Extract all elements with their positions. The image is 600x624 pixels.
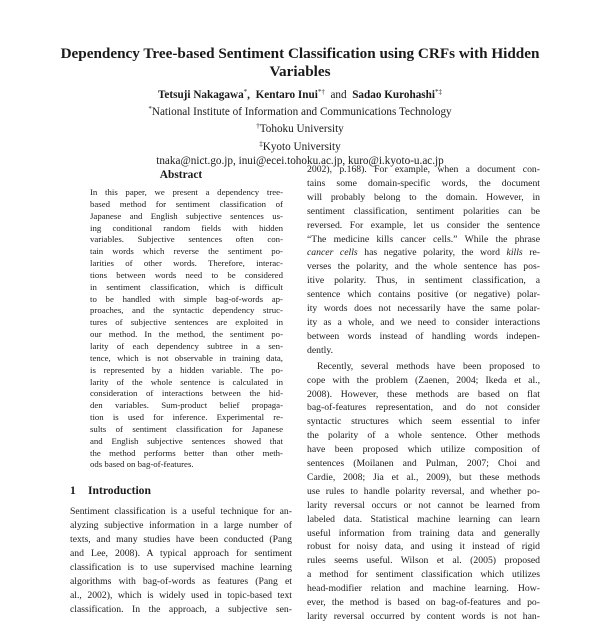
- text-line: the polarity of a whole sentence. Other methods: [307, 430, 540, 442]
- text-line: have been proposed which utilize composition of: [307, 444, 540, 456]
- text-line: algorithms with bag-of-words as features (Pang et: [70, 575, 292, 587]
- author-block: [60, 85, 540, 168]
- text-line: larity of each dependency subtree in a sen-: [90, 340, 283, 351]
- intro-paragraph-continued: [307, 163, 540, 358]
- text-line: tures of subjective sentences are exploited in: [90, 317, 283, 328]
- affiliation-2-name: Tohoku University: [259, 123, 344, 136]
- text-line: reversed. For example, let us consider the sentence: [307, 219, 540, 231]
- text-line: ods based on bag-of-features.: [90, 459, 194, 470]
- text-line: dently.: [307, 344, 334, 356]
- affiliation-1: [60, 102, 540, 119]
- author-2-marks: *†: [317, 88, 325, 96]
- text-line: sentence which contains positive (or negative) polar-: [307, 289, 540, 301]
- text-line: tions between words need to be considered: [90, 269, 283, 280]
- text-line: larities of other words. Therefore, interac-: [90, 258, 283, 269]
- section-number: 1: [70, 484, 76, 498]
- abstract-body: [90, 187, 283, 471]
- author-emails: tnaka@nict.go.jp, inui@ecei.tohoku.ac.jp, kuro@i.kyoto-u.ac.jp: [156, 154, 444, 167]
- text-line: will probably belong to the domain. However, in: [307, 191, 540, 203]
- text-line: consideration of interactions between the hid-: [90, 388, 283, 399]
- left-column: [70, 168, 292, 617]
- text-line: proaches, and the syntactic dependency struc-: [90, 305, 283, 316]
- author-joiner: and: [330, 89, 347, 101]
- text-line: Recently, several methods have been proposed to: [317, 360, 540, 372]
- text-line: the method performs better than other meth-: [90, 447, 283, 458]
- text-line: verses the polarity, and the whole sentence has pos-: [307, 261, 540, 273]
- text-line: and Lee, 2008). A typical approach for sentiment: [70, 547, 292, 559]
- text-line: ing conditional random fields with hidden: [90, 222, 283, 233]
- text-line: texts, and many studies have been conducted (Pang: [70, 534, 292, 546]
- author-3-marks: *‡: [435, 88, 442, 96]
- text-line: tain words which reverse the sentiment po-: [90, 246, 283, 257]
- text-line: classification is to use supervised machine learning: [70, 561, 292, 573]
- author-1-marks: *: [243, 88, 248, 96]
- text-line: larity reversal occurs or not cannot be learned from: [307, 499, 540, 511]
- text-line: is represented by a hidden variable. The po-: [90, 364, 283, 375]
- affiliation-1-mark: *: [148, 105, 152, 114]
- text-line: larity reversal occurred by content words is not han-: [307, 611, 540, 622]
- text-line: cope with the problem (Zaenen, 2004; Ikeda et al.,: [307, 374, 540, 386]
- text-line: between words instead of handling words indepen-: [307, 330, 540, 342]
- title-line-1: Dependency Tree-based Sentiment Classification using CRFs with Hidden: [60, 45, 540, 62]
- text-line: use rules to handle polarity reversal, and whether po-: [307, 485, 540, 497]
- text-line: based method for sentiment classification of: [90, 198, 283, 209]
- text-line: Cardie, 2008; Jia et al., 2009), but these methods: [307, 471, 540, 483]
- text-line: variables. Subjective sentences often con-: [90, 234, 283, 245]
- author-3: Sadao Kurohashi: [352, 89, 435, 101]
- abstract-heading: Abstract: [159, 169, 203, 181]
- text-line: syntactic structures which seem essential to infer: [307, 416, 540, 428]
- text-line: den variables. Sum-product belief propaga-: [90, 400, 283, 411]
- text-line: robust for noisy data, and using it instead of rigid: [307, 541, 540, 553]
- text-line: a method for sentiment classification which utilizes: [307, 569, 540, 581]
- text-line: tence, which is not observable in training data,: [90, 352, 283, 363]
- text-line: bag-of-features representation, and do not consider: [307, 402, 540, 414]
- text-line: itive polarity. Thus, in sentiment classification, a: [307, 275, 540, 287]
- affiliation-1-name: National Institute of Information and Communications Technology: [151, 106, 452, 119]
- affiliation-3-name: Kyoto University: [262, 140, 341, 153]
- text-line: tains some domain-specific words, the document: [307, 177, 540, 189]
- affiliation-2: [60, 119, 540, 136]
- section-title: Introduction: [88, 484, 151, 498]
- affiliation-2-mark: †: [256, 122, 260, 131]
- text-line: to be handled with simple bag-of-words ap-: [90, 293, 283, 304]
- italic-word: kills: [506, 247, 523, 259]
- author-names: Tetsuji Nakagawa*, Kentaro Inui*† and Sadao Kurohashi*‡: [157, 88, 442, 101]
- text-line: In this paper, we present a dependency tree-: [90, 187, 283, 197]
- text-line: cancer cells has negative polarity, the word kills re-: [307, 247, 540, 259]
- text-line: and English subjective sentences showed that: [90, 435, 283, 446]
- intro-paragraph-recent-methods: [307, 360, 540, 624]
- text-line: “The medicine kills cancer cells.” While the phrase: [307, 233, 540, 245]
- text-line: 2002), p.168). For example, when a document con-: [307, 164, 540, 175]
- text-line: useful information from training data and generally: [307, 527, 540, 539]
- section-heading-introduction: [70, 484, 292, 498]
- text-line: sentiment classification, sentiment polarities can be: [307, 205, 540, 217]
- italic-phrase: cancer cells: [307, 247, 358, 259]
- text-line: tion is used for inference. Experimental re-: [90, 412, 283, 423]
- text-line: Japanese and English subjective sentences us-: [90, 210, 283, 221]
- text-line: ity words does not necessarily have the same polar-: [307, 303, 540, 315]
- right-column: [307, 163, 540, 624]
- text-line: larity of the whole sentence is calculated in: [90, 376, 283, 387]
- text-line: classification. In the approach, a subjective sen-: [70, 603, 292, 615]
- text-line: sentences (Moilanen and Pulman, 2007; Choi and: [307, 458, 540, 470]
- author-2: Kentaro Inui: [255, 89, 318, 101]
- text-line: alyzing subjective information in a large number of: [70, 520, 292, 532]
- text-line: rules seems useful. Wilson et al. (2005) proposed: [307, 555, 540, 567]
- paper-title: [60, 45, 540, 81]
- text-line: ity as a whole, and we need to consider interactions: [307, 316, 540, 328]
- text-line: in sentiment classification, which is difficult: [90, 281, 283, 292]
- text-line: 2008). However, these methods are based on flat: [307, 388, 540, 400]
- text-line: head-modifier relation and machine learning. How-: [307, 583, 540, 595]
- text-line: ever, the method is based on bag-of-features and po-: [307, 597, 540, 609]
- affiliation-3: [60, 137, 540, 154]
- author-1: Tetsuji Nakagawa: [157, 89, 244, 101]
- affiliation-3-mark: ‡: [259, 139, 263, 148]
- text-line: sults of sentiment classification for Japanese: [90, 423, 283, 434]
- text-line: Sentiment classification is a useful technique for an-: [70, 506, 292, 518]
- text-line: our method. In the method, the sentiment po-: [90, 329, 283, 340]
- text-line: al., 2002), which is widely used in topic-based text: [70, 589, 292, 601]
- text-line: labeled data. Statistical machine learning can learn: [307, 513, 540, 525]
- title-line-2: Variables: [269, 63, 331, 80]
